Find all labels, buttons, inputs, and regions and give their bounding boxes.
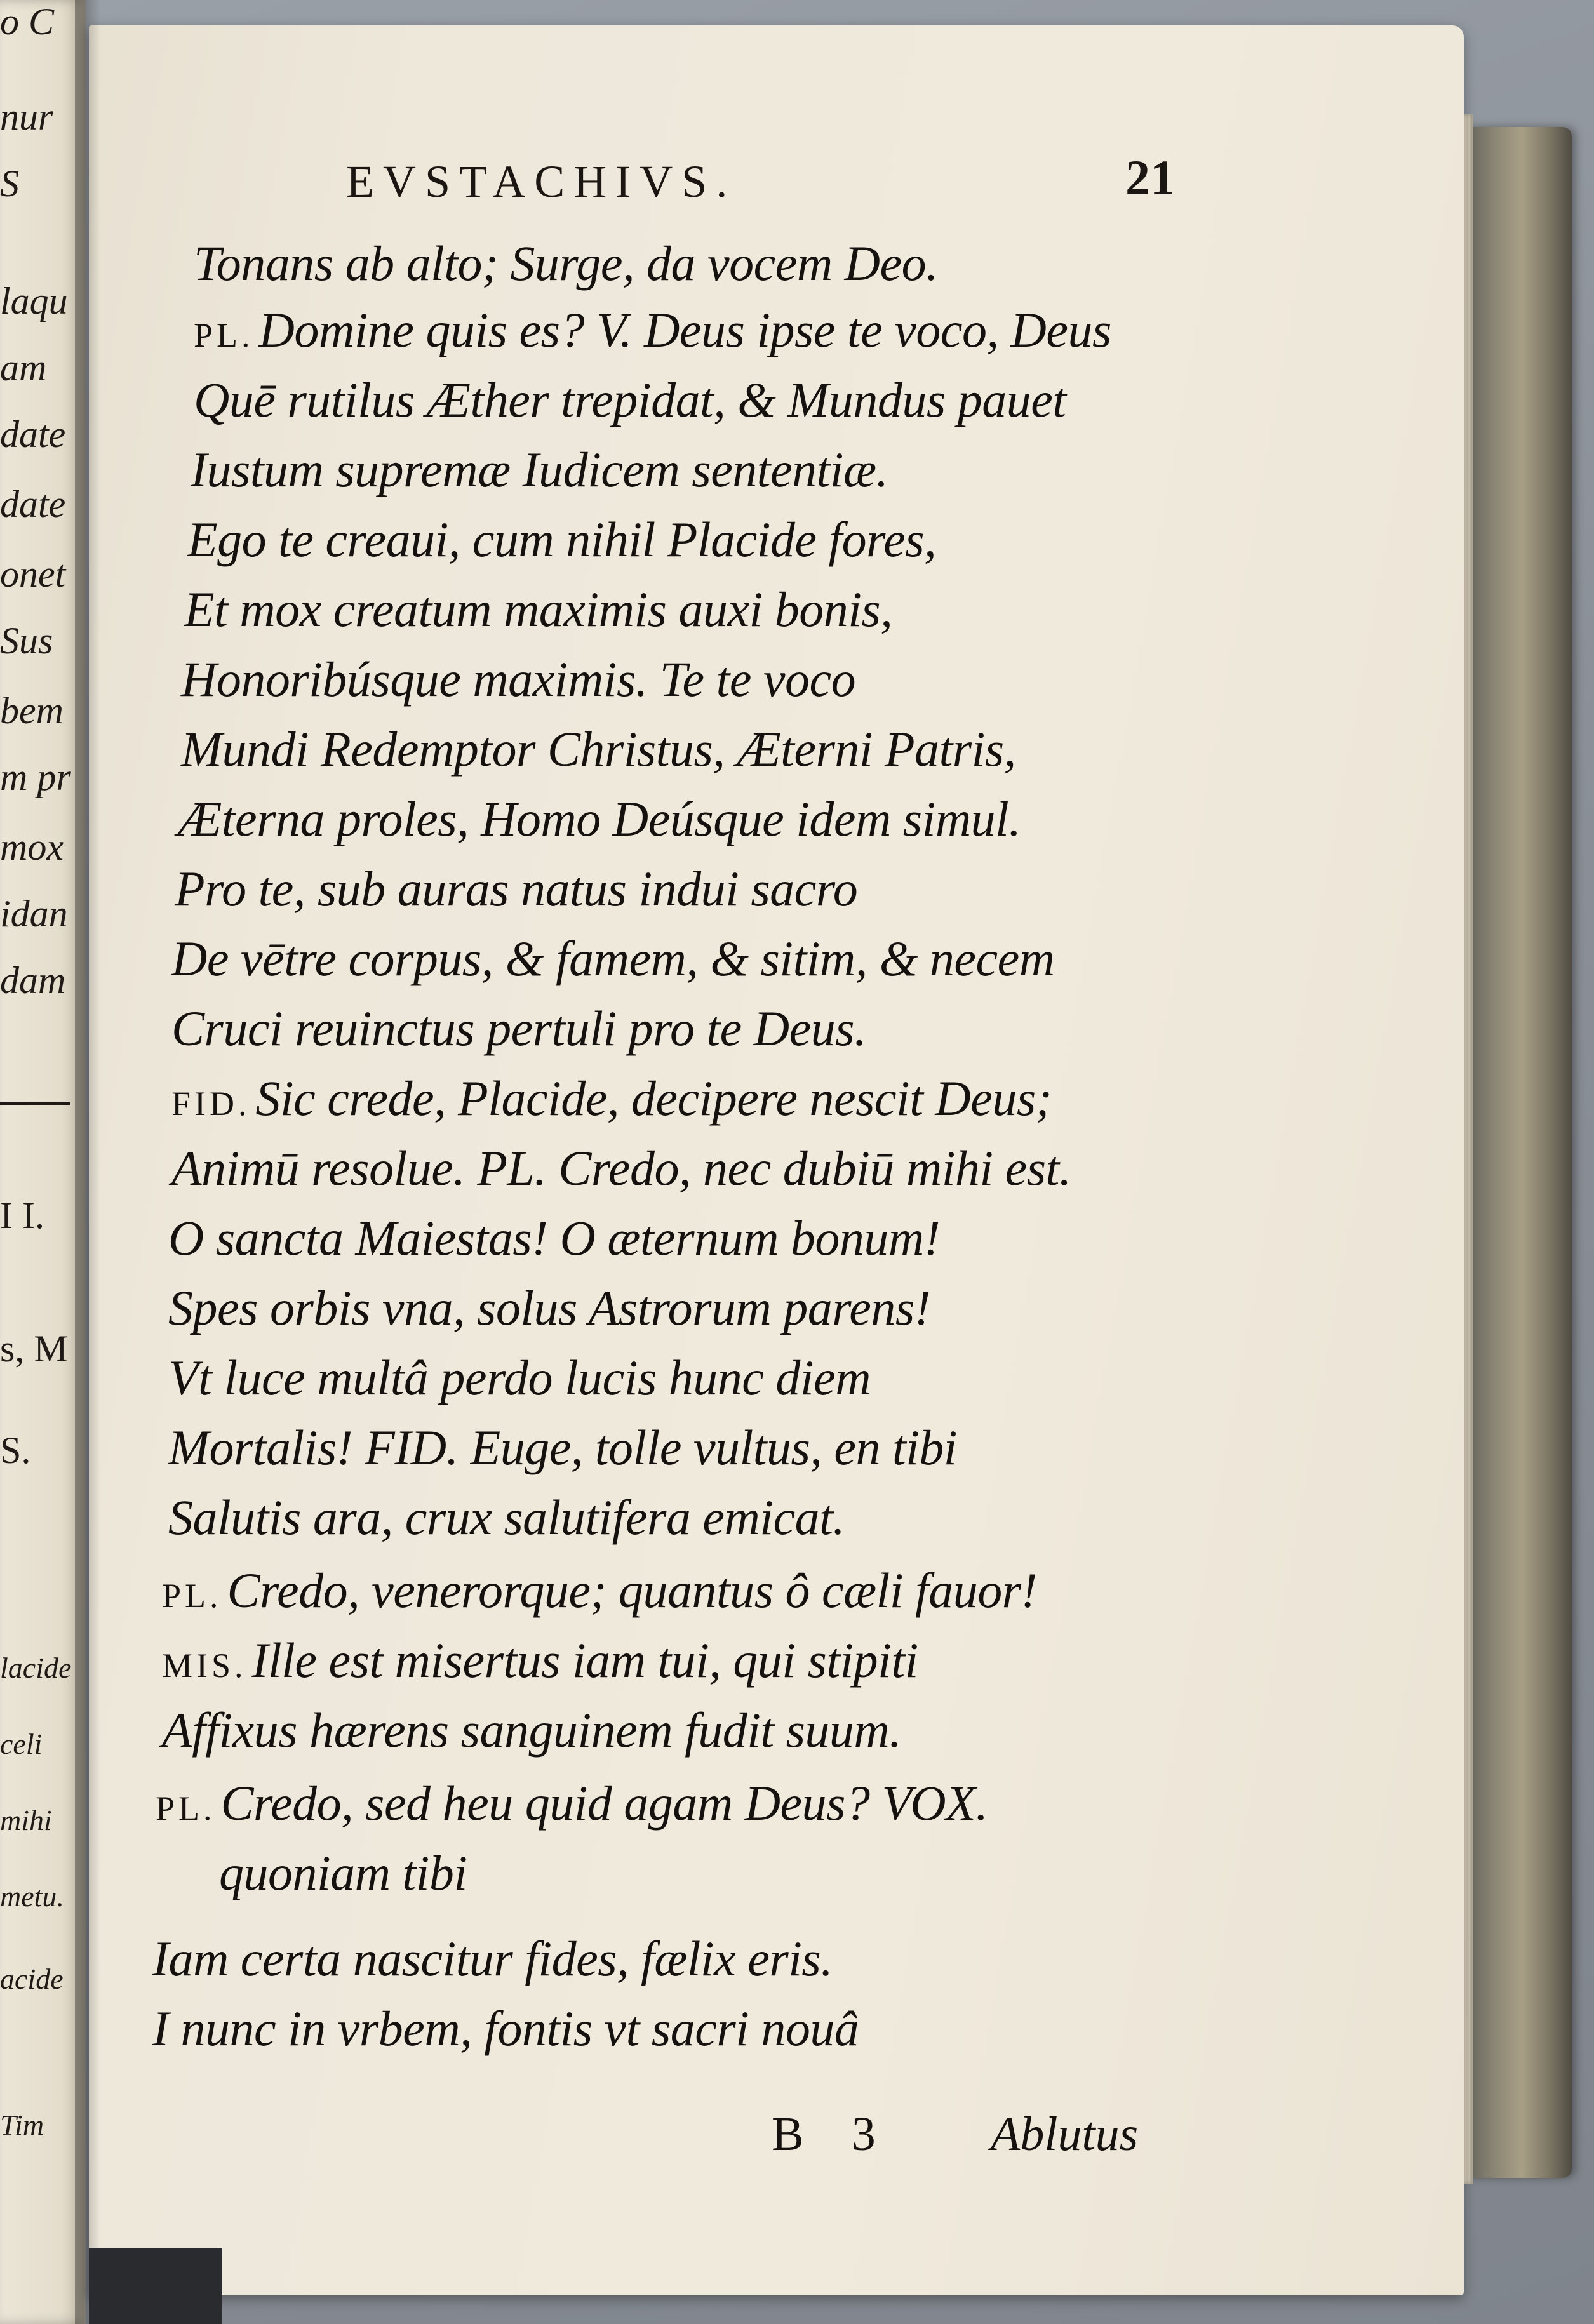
verse-line [171, 1070, 1052, 1127]
verse-text: Credo, venerorque; quantus ô cæli fauor! [227, 1563, 1038, 1618]
verse-line [181, 721, 1016, 778]
facing-page-fragment [0, 0, 86, 2324]
facing-page-text: date [0, 413, 66, 455]
verse-text: Tonans ab alto; Surge, da vocem Deo. [194, 236, 939, 291]
book-stand [89, 2248, 222, 2324]
verse-text: Affixus hærens sanguinem fudit suum. [162, 1702, 902, 1758]
verse-text: Ego te creaui, cum nihil Placide fores, [187, 512, 937, 567]
facing-page-text: m pr [0, 756, 71, 798]
verse-line [168, 1419, 957, 1476]
speaker-label: PL. [156, 1789, 216, 1827]
verse-line [194, 302, 1111, 359]
verse-text: Vt luce multâ perdo lucis hunc diem [168, 1350, 871, 1405]
verse-text: Salutis ara, crux salutifera emicat. [168, 1490, 845, 1545]
facing-page-text: onet [0, 553, 66, 595]
facing-page-text: mox [0, 826, 64, 868]
facing-page-text: nur [0, 96, 53, 138]
speaker-label: MIS. [162, 1646, 247, 1685]
running-head: EVSTACHIVS. [346, 156, 737, 207]
verse-line [194, 371, 1066, 429]
facing-page-text: Sus [0, 620, 53, 662]
verse-text: Mundi Redemptor Christus, Æterni Patris, [181, 721, 1016, 777]
facing-page-text: acide [0, 1963, 64, 1995]
facing-page-text: S [0, 163, 19, 204]
facing-page-text: date [0, 483, 66, 525]
verse-line [178, 791, 1021, 848]
verse-line [162, 1562, 1037, 1619]
facing-page-text: bem [0, 690, 64, 731]
verse-text: Domine quis es? V. Deus ipse te voco, Deus [258, 302, 1111, 357]
facing-page-text: o C [0, 1, 55, 43]
verse-text: Honoribúsque maximis. Te te voco [181, 651, 856, 707]
page-gutter-shadow [75, 0, 100, 2324]
verse-line [152, 2000, 859, 2057]
verse-text: Cruci reuinctus pertuli pro te Deus. [171, 1001, 867, 1056]
verse-line [171, 1140, 1071, 1197]
verse-line [162, 1702, 901, 1759]
verse-text: Et mox creatum maximis auxi bonis, [184, 582, 893, 637]
verse-line [152, 1930, 833, 1987]
verse-line [184, 581, 892, 638]
verse-text: I nunc in vrbem, fontis vt sacri nouâ [152, 2001, 859, 2056]
facing-page-text: laqu [0, 280, 68, 322]
verse-line [168, 1279, 930, 1337]
verse-text: Animū resolue. PL. Credo, nec dubiū mihi est. [171, 1140, 1071, 1196]
page-number: 21 [1125, 150, 1175, 205]
verse-text: Sic crede, Placide, decipere nescit Deus; [255, 1071, 1052, 1126]
verse-text: Æterna proles, Homo Deúsque idem simul. [178, 791, 1021, 846]
verse-line [156, 1775, 988, 1832]
verse-text: quoniam tibi [219, 1845, 467, 1900]
verse-line [171, 1000, 866, 1057]
facing-page-text: lacide [0, 1652, 72, 1684]
verse-text: Mortalis! FID. Euge, tolle vultus, en tibi [168, 1420, 957, 1475]
verse-line [168, 1489, 845, 1546]
verse-line [219, 1845, 467, 1902]
verse-line [194, 235, 938, 292]
facing-page-text: dam [0, 959, 66, 1001]
facing-page-text: celi [0, 1728, 43, 1760]
verse-line [171, 930, 1055, 987]
verse-text: O sancta Maiestas! O æternum bonum! [168, 1210, 941, 1266]
verse-text: Iam certa nascitur fides, fælix eris. [152, 1931, 833, 1986]
signature-mark: B 3 [772, 2107, 894, 2161]
speaker-label: PL. [162, 1577, 222, 1615]
verse-text: Credo, sed heu quid agam Deus? VOX. [220, 1775, 988, 1831]
speaker-label: FID. [171, 1085, 251, 1123]
verse-text: Quē rutilus Æther trepidat, & Mundus pauet [194, 372, 1066, 427]
verse-line [162, 1632, 918, 1689]
facing-page-text: am [0, 347, 47, 389]
verse-line [168, 1349, 871, 1406]
facing-page-text: idan [0, 893, 68, 935]
facing-page-text: s, M [0, 1328, 68, 1370]
verse-text: Pro te, sub auras natus indui sacro [175, 861, 858, 916]
verse-text: Iustum supremæ Iudicem sententiæ. [191, 442, 888, 497]
verse-line [175, 860, 857, 918]
facing-page-text: S. [0, 1429, 31, 1471]
verse-text: Spes orbis vna, solus Astrorum parens! [168, 1280, 931, 1335]
verse-line [181, 651, 855, 708]
book-cover-edge [1461, 127, 1572, 2178]
catchword: Ablutus [991, 2107, 1139, 2161]
verse-text: Ille est misertus iam tui, qui stipiti [251, 1633, 918, 1688]
facing-page-rule [0, 1102, 70, 1105]
verse-text: De vētre corpus, & famem, & sitim, & necem [171, 931, 1055, 986]
verse-line [187, 511, 936, 568]
facing-page-text: metu. [0, 1880, 64, 1913]
facing-page-text: I I. [0, 1194, 44, 1236]
speaker-label: PL. [194, 316, 254, 354]
facing-page-text: Tim [0, 2109, 44, 2141]
verse-line [168, 1210, 940, 1267]
verse-line [191, 441, 888, 498]
facing-page-text: mihi [0, 1804, 52, 1836]
